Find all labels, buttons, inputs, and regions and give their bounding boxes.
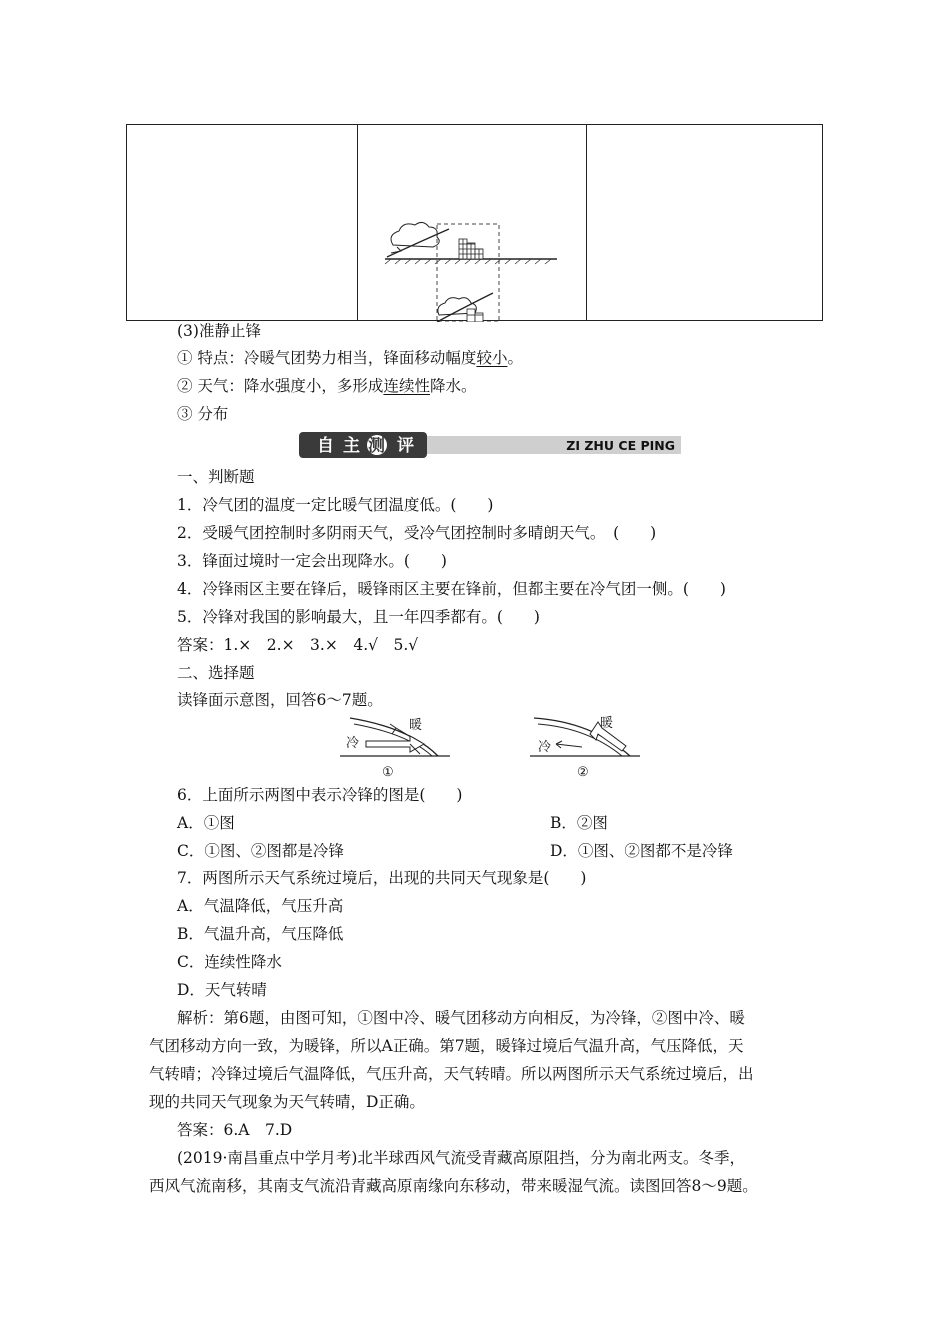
next-intro-line-1: (2019·南昌重点中学月考)北半球西风气流受青藏高原阻挡，分为南北两支。冬季， (177, 1149, 745, 1167)
svg-text:自: 自 (317, 436, 334, 456)
svg-text:暖: 暖 (600, 716, 614, 731)
judge-item-5: 5．冷锋对我国的影响最大，且一年四季都有。( ) (177, 608, 540, 626)
section-3-title: (3)准静止锋 (177, 322, 261, 340)
svg-text:测: 测 (368, 436, 385, 456)
svg-text:冷: 冷 (538, 740, 552, 755)
part2-intro: 读锋面示意图，回答6～7题。 (177, 691, 383, 709)
judge-item-3: 3．锋面过境时一定会出现降水。( ) (177, 552, 447, 570)
front-diagram-cropped (357, 125, 587, 322)
part1-heading: 一、判断题 (177, 468, 255, 486)
q6-option-c: C．①图、②图都是冷锋 (177, 842, 344, 860)
table-cell-left (127, 125, 358, 320)
next-intro-line-2: 西风气流南移，其南支气流沿青藏高原南缘向东移动，带来暖湿气流。读图回答8～9题。 (149, 1177, 758, 1195)
analysis-line-4: 现的共同天气现象为天气转晴，D正确。 (149, 1093, 425, 1111)
q7-option-c: C．连续性降水 (177, 953, 282, 971)
q6-option-a: A．①图 (177, 814, 235, 832)
judge-item-4: 4．冷锋雨区主要在锋后，暖锋雨区主要在锋前，但都主要在冷气团一侧。( ) (177, 580, 726, 598)
part2-heading: 二、选择题 (177, 664, 255, 682)
q7-option-b: B．气温升高，气压降低 (177, 925, 344, 943)
section-3-distribution: ③ 分布 (177, 405, 229, 423)
part2-answer: 答案：6.A 7.D (177, 1121, 293, 1139)
svg-text:ZI ZHU CE PING: ZI ZHU CE PING (566, 438, 675, 453)
front-figure-2 (530, 715, 640, 780)
svg-text:主: 主 (343, 436, 360, 456)
judge-item-1: 1．冷气团的温度一定比暖气团温度低。( ) (177, 496, 494, 514)
q6-option-b: B．②图 (550, 814, 608, 832)
q7-stem: 7．两图所示天气系统过境后，出现的共同天气现象是( ) (177, 869, 587, 887)
judge-item-2: 2．受暖气团控制时多阴雨天气，受冷气团控制时多晴朗天气。 ( ) (177, 524, 657, 542)
section-3-weather: ② 天气：降水强度小，多形成连续性降水。 (177, 377, 477, 395)
q7-option-d: D．天气转晴 (177, 981, 267, 999)
front-figure (330, 714, 655, 780)
svg-text:②: ② (577, 765, 589, 780)
svg-text:冷: 冷 (346, 736, 360, 751)
svg-text:①: ① (382, 765, 394, 780)
section-3-feature: ① 特点：冷暖气团势力相当，锋面移动幅度较小。 (177, 349, 523, 367)
analysis-line-2: 气团移动方向一致，为暖锋，所以A正确。第7题，暖锋过境后气温升高，气压降低，天 (149, 1037, 744, 1055)
q7-option-a: A．气温降低，气压升高 (177, 897, 344, 915)
q6-stem: 6．上面所示两图中表示冷锋的图是( ) (177, 786, 463, 804)
part1-answer: 答案：1.× 2.× 3.× 4.√ 5.√ (177, 636, 419, 654)
analysis-line-3: 气转晴；冷锋过境后气温降低，气压升高，天气转晴。所以两图所示天气系统过境后，出 (149, 1065, 754, 1083)
analysis-line-1: 解析：第6题，由图可知，①图中冷、暖气团移动方向相反，为冷锋，②图中冷、暖 (177, 1009, 745, 1027)
svg-text:评: 评 (397, 436, 414, 456)
front-table (126, 124, 823, 321)
self-assessment-banner (299, 432, 681, 458)
svg-text:暖: 暖 (409, 718, 423, 733)
front-figure-1 (340, 717, 450, 780)
q6-option-d: D．①图、②图都不是冷锋 (550, 842, 733, 860)
